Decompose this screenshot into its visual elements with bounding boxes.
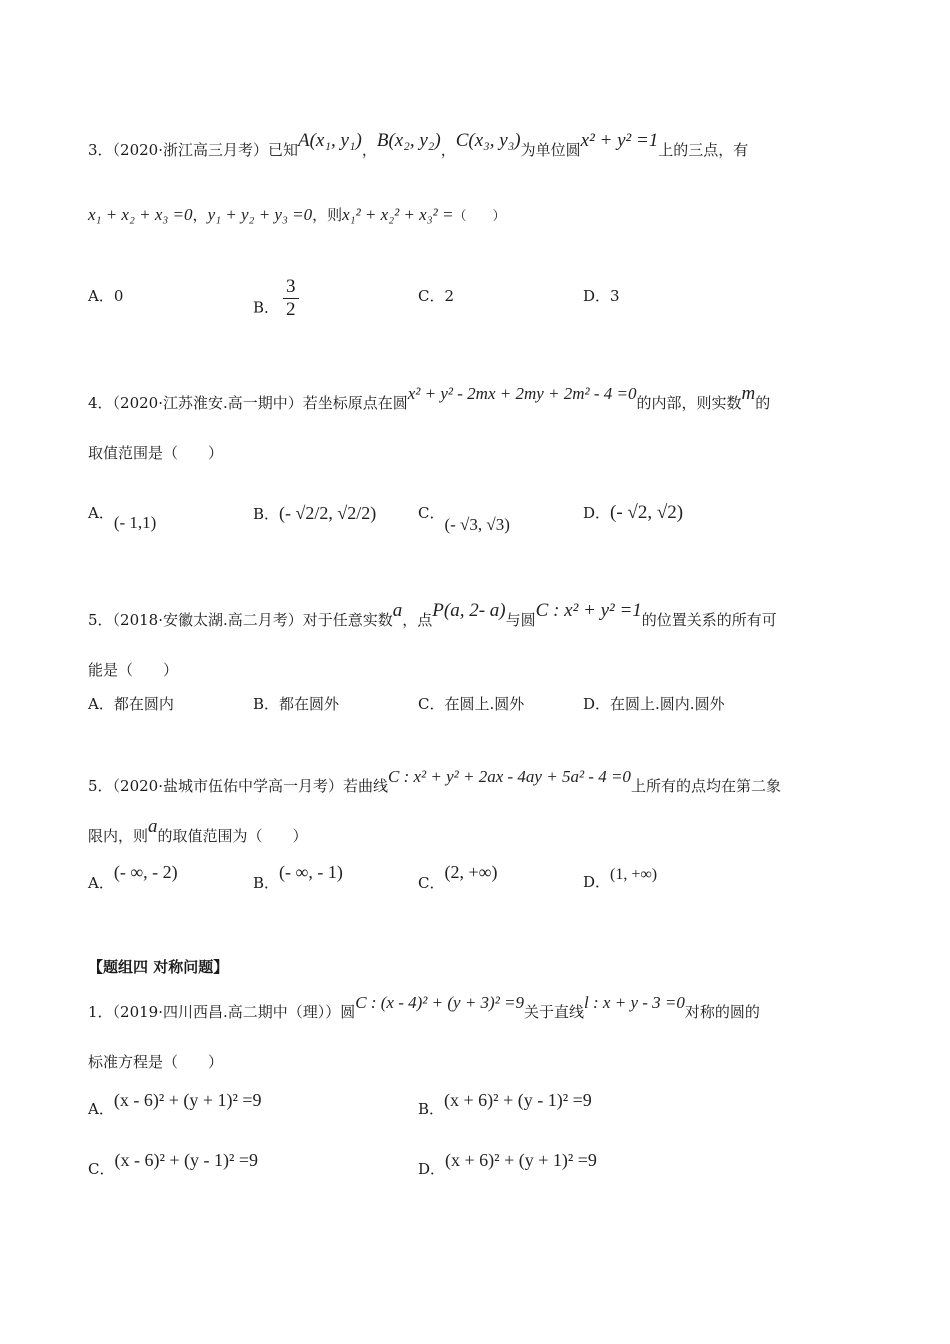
q3-option-d[interactable]: D．3 — [583, 287, 620, 305]
question-number: 5． — [88, 777, 113, 795]
question-5a-line-2: 能是（ ） — [88, 661, 179, 679]
q3-option-a[interactable]: A．0 — [88, 287, 124, 305]
question-4-line-1: 4．（2020·江苏淮安.高一期中）若坐标原点在圆x² + y² - 2mx + 2my + 2m² - 4 =0的内部，则实数m的 — [88, 383, 771, 412]
sum-squares-formula: x₁² + x₂² + x₃² = — [342, 205, 454, 224]
variable-a: a — [392, 600, 403, 621]
curve-equation: C : x² + y² + 2ax - 4ay + 5a² - 4 =0 — [388, 767, 631, 786]
q5a-option-c[interactable]: C．在圆上.圆外 — [418, 695, 525, 713]
question-5b-line-2: 限内，则a的取值范围为（ ） — [88, 816, 308, 845]
q5a-option-b[interactable]: B．都在圆外 — [253, 695, 340, 713]
q4-option-b[interactable]: B．(- √2/2, √2/2) — [253, 503, 377, 523]
question-source: （2020·江苏淮安.高一期中）若坐标原点在圆 — [112, 394, 408, 412]
q4-option-c[interactable]: C．(- √3, √3) — [418, 504, 510, 534]
question-number: 3． — [88, 141, 113, 159]
circle-c-formula: C : x² + y² =1 — [535, 600, 642, 621]
question-4-line-2: 取值范围是（ ） — [88, 444, 224, 462]
q1-option-c[interactable]: C．(x - 6)² + (y - 1)² =9 — [88, 1150, 259, 1178]
circle-c-formula: C : (x - 4)² + (y + 3)² =9 — [355, 993, 525, 1012]
question-number: 4． — [88, 394, 113, 412]
q5b-option-c[interactable]: C．(2, +∞) — [418, 862, 498, 892]
q5b-option-d[interactable]: D．(1, +∞) — [583, 866, 658, 891]
answer-blank: （ ） — [453, 209, 506, 224]
point-a-formula: A(x₁, y₁) — [298, 130, 362, 151]
point-b-formula: B(x₂, y₂) — [376, 130, 441, 151]
question-source: （2020·盐城市伍佑中学高一月考）若曲线 — [112, 777, 388, 795]
q5b-option-b[interactable]: B．(- ∞, - 1) — [253, 862, 343, 892]
q3-option-c[interactable]: C．2 — [418, 287, 455, 305]
variable-a: a — [148, 816, 158, 837]
q4-option-a[interactable]: A．(- 1,1) — [88, 504, 157, 532]
point-c-formula: C(x₃, y₃) — [455, 130, 521, 151]
fraction-three-halves: $\frac{3}{2}$ — [283, 276, 299, 321]
option-b-interval: (- √2/2, √2/2) — [279, 503, 377, 523]
variable-m: m — [741, 383, 756, 404]
q5b-option-a[interactable]: A．(- ∞, - 2) — [88, 862, 178, 892]
line-l-formula: l : x + y - 3 =0 — [584, 993, 685, 1012]
section-header: 【题组四 对称问题】 — [88, 958, 229, 976]
question-source: （2020·浙江高三月考）已知 — [112, 141, 298, 159]
q5a-option-d[interactable]: D．在圆上.圆内.圆外 — [583, 695, 725, 713]
question-3-line-1: 3．（2020·浙江高三月考）已知A(x₁, y₁)，B(x₂, y₂)，C(x₃, y₃)为单位圆x² + y² =1上的三点，有 — [88, 130, 749, 159]
q5a-option-a[interactable]: A．都在圆内 — [88, 695, 174, 713]
q4-option-d[interactable]: D．(- √2, √2) — [583, 502, 684, 523]
q1-option-b[interactable]: B．(x + 6)² + (y - 1)² =9 — [418, 1090, 592, 1118]
question-number: 5． — [88, 611, 113, 629]
question-1-line-1: 1．（2019·四川西昌.高二期中（理））圆C : (x - 4)² + (y + 3)² =9关于直线l : x + y - 3 =0对称的圆的 — [88, 993, 760, 1021]
unit-circle-formula: x² + y² =1 — [580, 130, 659, 151]
question-source: （2018·安徽太湖.高二月考）对于任意实数 — [112, 611, 393, 629]
condition-y-formula: y₁ + y₂ + y₃ =0 — [207, 205, 313, 224]
question-source: （2019·四川西昌.高二期中（理））圆 — [112, 1003, 356, 1021]
question-number: 1． — [88, 1003, 113, 1021]
q1-option-d[interactable]: D．(x + 6)² + (y + 1)² =9 — [418, 1150, 597, 1178]
condition-x-formula: x₁ + x₂ + x₃ =0 — [88, 205, 193, 224]
point-p-formula: P(a, 2- a) — [432, 600, 506, 621]
circle-equation: x² + y² - 2mx + 2my + 2m² - 4 =0 — [407, 384, 637, 403]
q3-option-b[interactable]: B． $\frac{3}{2}$ — [253, 286, 299, 331]
question-5b-line-1: 5．（2020·盐城市伍佑中学高一月考）若曲线C : x² + y² + 2ax - 4ay + 5a² - 4 =0上所有的点均在第二象 — [88, 767, 781, 795]
question-3-line-2: x₁ + x₂ + x₃ =0，y₁ + y₂ + y₃ =0，则x₁² + x₂² + x₃² =（ ） — [88, 205, 506, 224]
question-5a-line-1: 5．（2018·安徽太湖.高二月考）对于任意实数a，点P(a, 2- a)与圆C : x² + y² =1的位置关系的所有可 — [88, 600, 777, 629]
question-1-line-2: 标准方程是（ ） — [88, 1053, 224, 1071]
q1-option-a[interactable]: A．(x - 6)² + (y + 1)² =9 — [88, 1090, 262, 1118]
